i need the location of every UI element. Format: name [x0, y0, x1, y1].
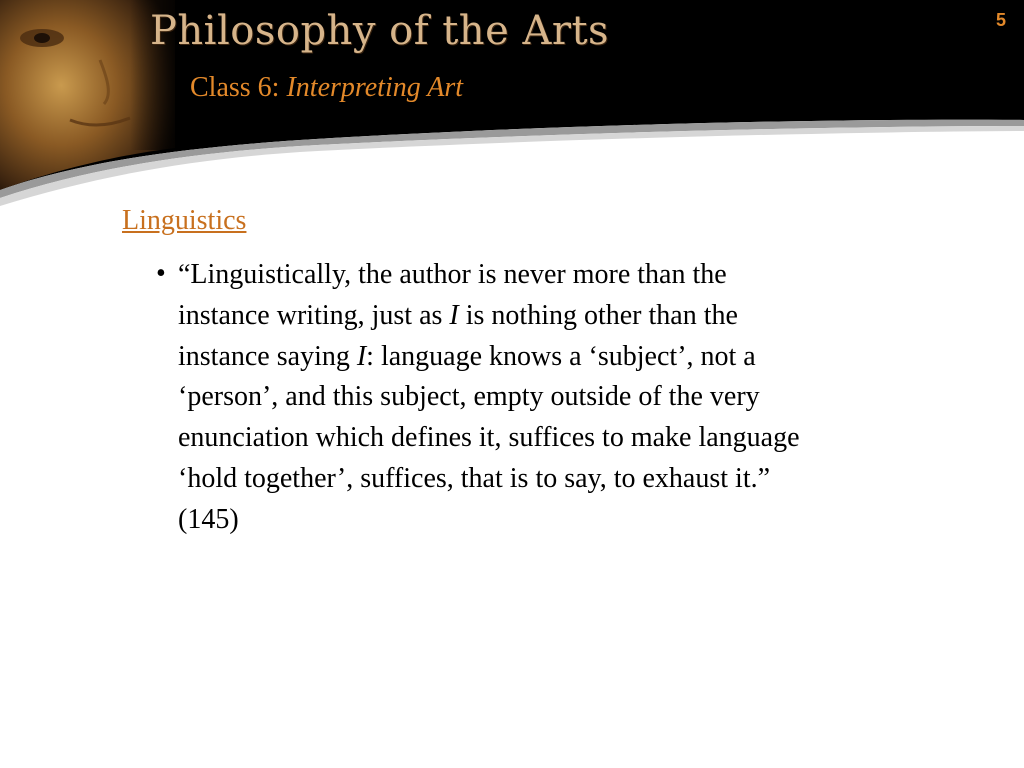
quote-block: [178, 255, 968, 541]
quote-line: ‘person’, and this subject, empty outside of the very: [178, 381, 760, 413]
bullet-icon: •: [156, 258, 166, 289]
quote-line: enunciation which defines it, suffices to make language: [178, 422, 800, 454]
quote-line: instance writing, just as I is nothing other than the: [178, 299, 738, 331]
header-banner: [0, 0, 1024, 210]
slide-number: 5: [996, 10, 1007, 30]
class-topic: Interpreting Art: [286, 72, 464, 103]
quote-line: “Linguistically, the author is never more than the: [178, 259, 727, 290]
class-subtitle: [190, 72, 463, 104]
quote-line: (145): [178, 503, 239, 535]
quote-line: instance saying I: language knows a ‘subject’, not a: [178, 340, 756, 372]
course-title: Philosophy of the Arts: [150, 8, 610, 54]
class-label: Class 6:: [190, 72, 287, 103]
section-heading[interactable]: Linguistics: [122, 205, 247, 236]
quote-line: ‘hold together’, suffices, that is to say, to exhaust it.”: [178, 462, 771, 494]
